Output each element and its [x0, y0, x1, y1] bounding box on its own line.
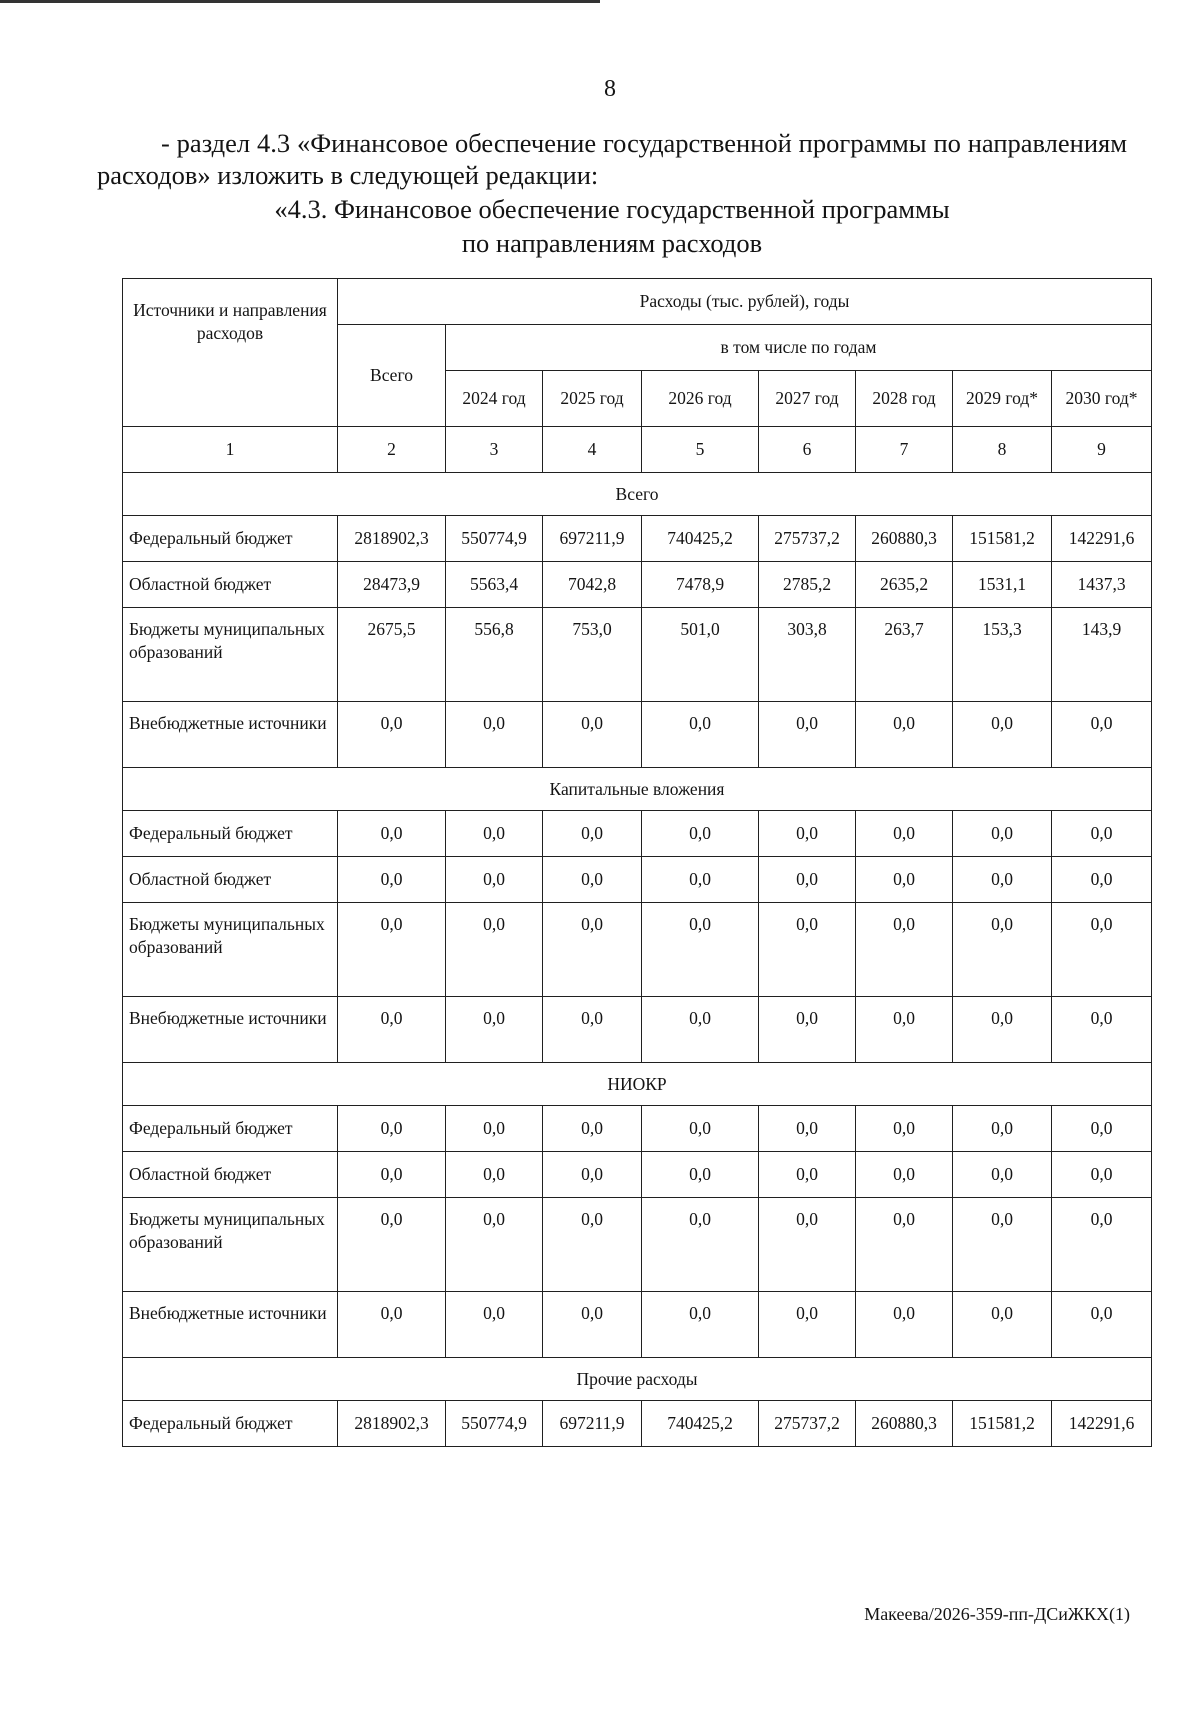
row-value: 697211,9	[543, 1401, 642, 1447]
column-number: 3	[446, 427, 543, 473]
row-value: 0,0	[446, 1106, 543, 1152]
row-value: 0,0	[759, 811, 856, 857]
row-value: 0,0	[543, 1106, 642, 1152]
row-value: 0,0	[543, 997, 642, 1063]
row-value: 0,0	[1052, 1106, 1152, 1152]
row-value: 0,0	[856, 997, 953, 1063]
group-title: НИОКР	[123, 1063, 1152, 1106]
table-row	[123, 516, 1152, 562]
row-value: 2635,2	[856, 562, 953, 608]
row-value: 0,0	[446, 1198, 543, 1292]
intro-text: - раздел 4.3 «Финансовое обеспечение государственной программы по направлениям расходов» изложить в следующей редакции:	[97, 128, 1127, 190]
group-row	[123, 1358, 1152, 1401]
row-value: 0,0	[543, 1292, 642, 1358]
row-value: 1437,3	[1052, 562, 1152, 608]
row-value: 0,0	[543, 1198, 642, 1292]
row-value: 1531,1	[953, 562, 1052, 608]
row-value: 0,0	[856, 1292, 953, 1358]
header-sources: Источники и направления расходов	[123, 279, 338, 427]
row-value: 550774,9	[446, 516, 543, 562]
table-row	[123, 702, 1152, 768]
group-row	[123, 768, 1152, 811]
column-number: 5	[642, 427, 759, 473]
row-value: 2785,2	[759, 562, 856, 608]
table-row	[123, 997, 1152, 1063]
header-row-1	[123, 279, 1152, 325]
group-title: Капитальные вложения	[123, 768, 1152, 811]
table-row	[123, 562, 1152, 608]
top-scan-line	[0, 0, 600, 3]
intro-paragraph	[97, 127, 1127, 191]
row-value: 0,0	[759, 903, 856, 997]
header-year-2024: 2024 год	[446, 371, 543, 427]
row-value: 0,0	[953, 857, 1052, 903]
row-value: 0,0	[1052, 1292, 1152, 1358]
row-value: 0,0	[856, 1152, 953, 1198]
column-number: 2	[338, 427, 446, 473]
row-value: 0,0	[642, 903, 759, 997]
row-value: 0,0	[953, 811, 1052, 857]
row-value: 0,0	[759, 857, 856, 903]
row-value: 740425,2	[642, 516, 759, 562]
financing-table	[122, 278, 1152, 1447]
row-value: 0,0	[543, 1152, 642, 1198]
row-value: 0,0	[338, 1106, 446, 1152]
row-value: 0,0	[953, 1106, 1052, 1152]
row-value: 0,0	[543, 702, 642, 768]
header-year-2030: 2030 год*	[1052, 371, 1152, 427]
row-value: 0,0	[759, 1106, 856, 1152]
row-value: 550774,9	[446, 1401, 543, 1447]
row-value: 0,0	[338, 997, 446, 1063]
row-value: 2675,5	[338, 608, 446, 702]
row-value: 142291,6	[1052, 516, 1152, 562]
table-row	[123, 1198, 1152, 1292]
group-row	[123, 473, 1152, 516]
row-value: 153,3	[953, 608, 1052, 702]
row-value: 0,0	[543, 903, 642, 997]
row-value: 0,0	[446, 903, 543, 997]
group-title: Прочие расходы	[123, 1358, 1152, 1401]
header-year-2028: 2028 год	[856, 371, 953, 427]
row-value: 263,7	[856, 608, 953, 702]
row-value: 0,0	[1052, 1152, 1152, 1198]
row-value: 0,0	[338, 857, 446, 903]
column-number: 8	[953, 427, 1052, 473]
row-value: 260880,3	[856, 1401, 953, 1447]
group-title: Всего	[123, 473, 1152, 516]
row-value: 0,0	[446, 1292, 543, 1358]
row-value: 0,0	[1052, 857, 1152, 903]
row-value: 0,0	[642, 702, 759, 768]
row-value: 0,0	[759, 1198, 856, 1292]
header-year-2029: 2029 год*	[953, 371, 1052, 427]
table-row	[123, 1152, 1152, 1198]
table-row	[123, 903, 1152, 997]
column-number: 9	[1052, 427, 1152, 473]
row-value: 0,0	[953, 702, 1052, 768]
row-value: 2818902,3	[338, 516, 446, 562]
row-value: 142291,6	[1052, 1401, 1152, 1447]
column-numbers-row	[123, 427, 1152, 473]
row-value: 0,0	[759, 1292, 856, 1358]
row-source: Федеральный бюджет	[123, 1401, 338, 1447]
row-value: 0,0	[338, 702, 446, 768]
row-value: 501,0	[642, 608, 759, 702]
table-row	[123, 608, 1152, 702]
row-value: 0,0	[953, 997, 1052, 1063]
row-value: 0,0	[642, 997, 759, 1063]
row-value: 0,0	[856, 702, 953, 768]
row-value: 0,0	[338, 903, 446, 997]
row-value: 0,0	[1052, 1198, 1152, 1292]
table-row	[123, 811, 1152, 857]
row-value: 0,0	[1052, 903, 1152, 997]
row-value: 0,0	[642, 857, 759, 903]
row-value: 0,0	[446, 702, 543, 768]
row-value: 7042,8	[543, 562, 642, 608]
row-value: 0,0	[856, 1198, 953, 1292]
header-year-2026: 2026 год	[642, 371, 759, 427]
header-total: Всего	[338, 325, 446, 427]
section-title-line-1: «4.3. Финансовое обеспечение государственной программы	[274, 194, 950, 224]
row-value: 275737,2	[759, 1401, 856, 1447]
row-value: 0,0	[642, 1292, 759, 1358]
row-value: 0,0	[759, 997, 856, 1063]
row-source: Федеральный бюджет	[123, 516, 338, 562]
row-value: 0,0	[543, 857, 642, 903]
table-row	[123, 1401, 1152, 1447]
row-value: 0,0	[1052, 811, 1152, 857]
row-value: 0,0	[856, 811, 953, 857]
document-footer: Макеева/2026-359-пп-ДСиЖКХ(1)	[864, 1604, 1130, 1624]
row-value: 151581,2	[953, 516, 1052, 562]
column-number: 1	[123, 427, 338, 473]
page-number: 8	[604, 76, 616, 102]
row-value: 0,0	[953, 903, 1052, 997]
row-value: 0,0	[759, 1152, 856, 1198]
row-value: 0,0	[338, 1152, 446, 1198]
row-value: 28473,9	[338, 562, 446, 608]
row-source: Бюджеты муниципальных образований	[123, 903, 338, 997]
header-year-2025: 2025 год	[543, 371, 642, 427]
row-value: 0,0	[759, 702, 856, 768]
row-value: 753,0	[543, 608, 642, 702]
row-source: Федеральный бюджет	[123, 811, 338, 857]
row-value: 0,0	[543, 811, 642, 857]
row-source: Внебюджетные источники	[123, 997, 338, 1063]
row-value: 0,0	[446, 857, 543, 903]
row-source: Внебюджетные источники	[123, 702, 338, 768]
row-source: Областной бюджет	[123, 1152, 338, 1198]
table-row	[123, 1106, 1152, 1152]
row-value: 151581,2	[953, 1401, 1052, 1447]
row-value: 0,0	[642, 1106, 759, 1152]
row-value: 2818902,3	[338, 1401, 446, 1447]
row-value: 0,0	[856, 857, 953, 903]
row-value: 0,0	[446, 811, 543, 857]
row-value: 0,0	[642, 811, 759, 857]
row-value: 143,9	[1052, 608, 1152, 702]
row-value: 556,8	[446, 608, 543, 702]
column-number: 7	[856, 427, 953, 473]
row-value: 275737,2	[759, 516, 856, 562]
row-source: Бюджеты муниципальных образований	[123, 1198, 338, 1292]
row-value: 0,0	[1052, 702, 1152, 768]
row-value: 5563,4	[446, 562, 543, 608]
row-value: 0,0	[642, 1198, 759, 1292]
row-value: 0,0	[642, 1152, 759, 1198]
financing-table-body	[123, 279, 1152, 1447]
row-value: 0,0	[953, 1292, 1052, 1358]
row-value: 0,0	[446, 1152, 543, 1198]
section-title	[97, 192, 1127, 260]
row-value: 697211,9	[543, 516, 642, 562]
table-row	[123, 1292, 1152, 1358]
row-value: 0,0	[446, 997, 543, 1063]
group-row	[123, 1063, 1152, 1106]
header-by-years: в том числе по годам	[446, 325, 1152, 371]
row-value: 740425,2	[642, 1401, 759, 1447]
row-value: 303,8	[759, 608, 856, 702]
column-number: 4	[543, 427, 642, 473]
header-year-2027: 2027 год	[759, 371, 856, 427]
row-source: Внебюджетные источники	[123, 1292, 338, 1358]
column-number: 6	[759, 427, 856, 473]
row-source: Областной бюджет	[123, 562, 338, 608]
row-value: 0,0	[953, 1152, 1052, 1198]
row-value: 260880,3	[856, 516, 953, 562]
row-source: Федеральный бюджет	[123, 1106, 338, 1152]
row-value: 0,0	[953, 1198, 1052, 1292]
row-value: 7478,9	[642, 562, 759, 608]
row-source: Бюджеты муниципальных образований	[123, 608, 338, 702]
row-value: 0,0	[338, 811, 446, 857]
table-row	[123, 857, 1152, 903]
header-expenses: Расходы (тыс. рублей), годы	[338, 279, 1152, 325]
row-value: 0,0	[338, 1198, 446, 1292]
row-value: 0,0	[856, 903, 953, 997]
section-title-line-2: по направлениям расходов	[461, 228, 763, 258]
row-value: 0,0	[1052, 997, 1152, 1063]
row-value: 0,0	[338, 1292, 446, 1358]
row-value: 0,0	[856, 1106, 953, 1152]
row-source: Областной бюджет	[123, 857, 338, 903]
